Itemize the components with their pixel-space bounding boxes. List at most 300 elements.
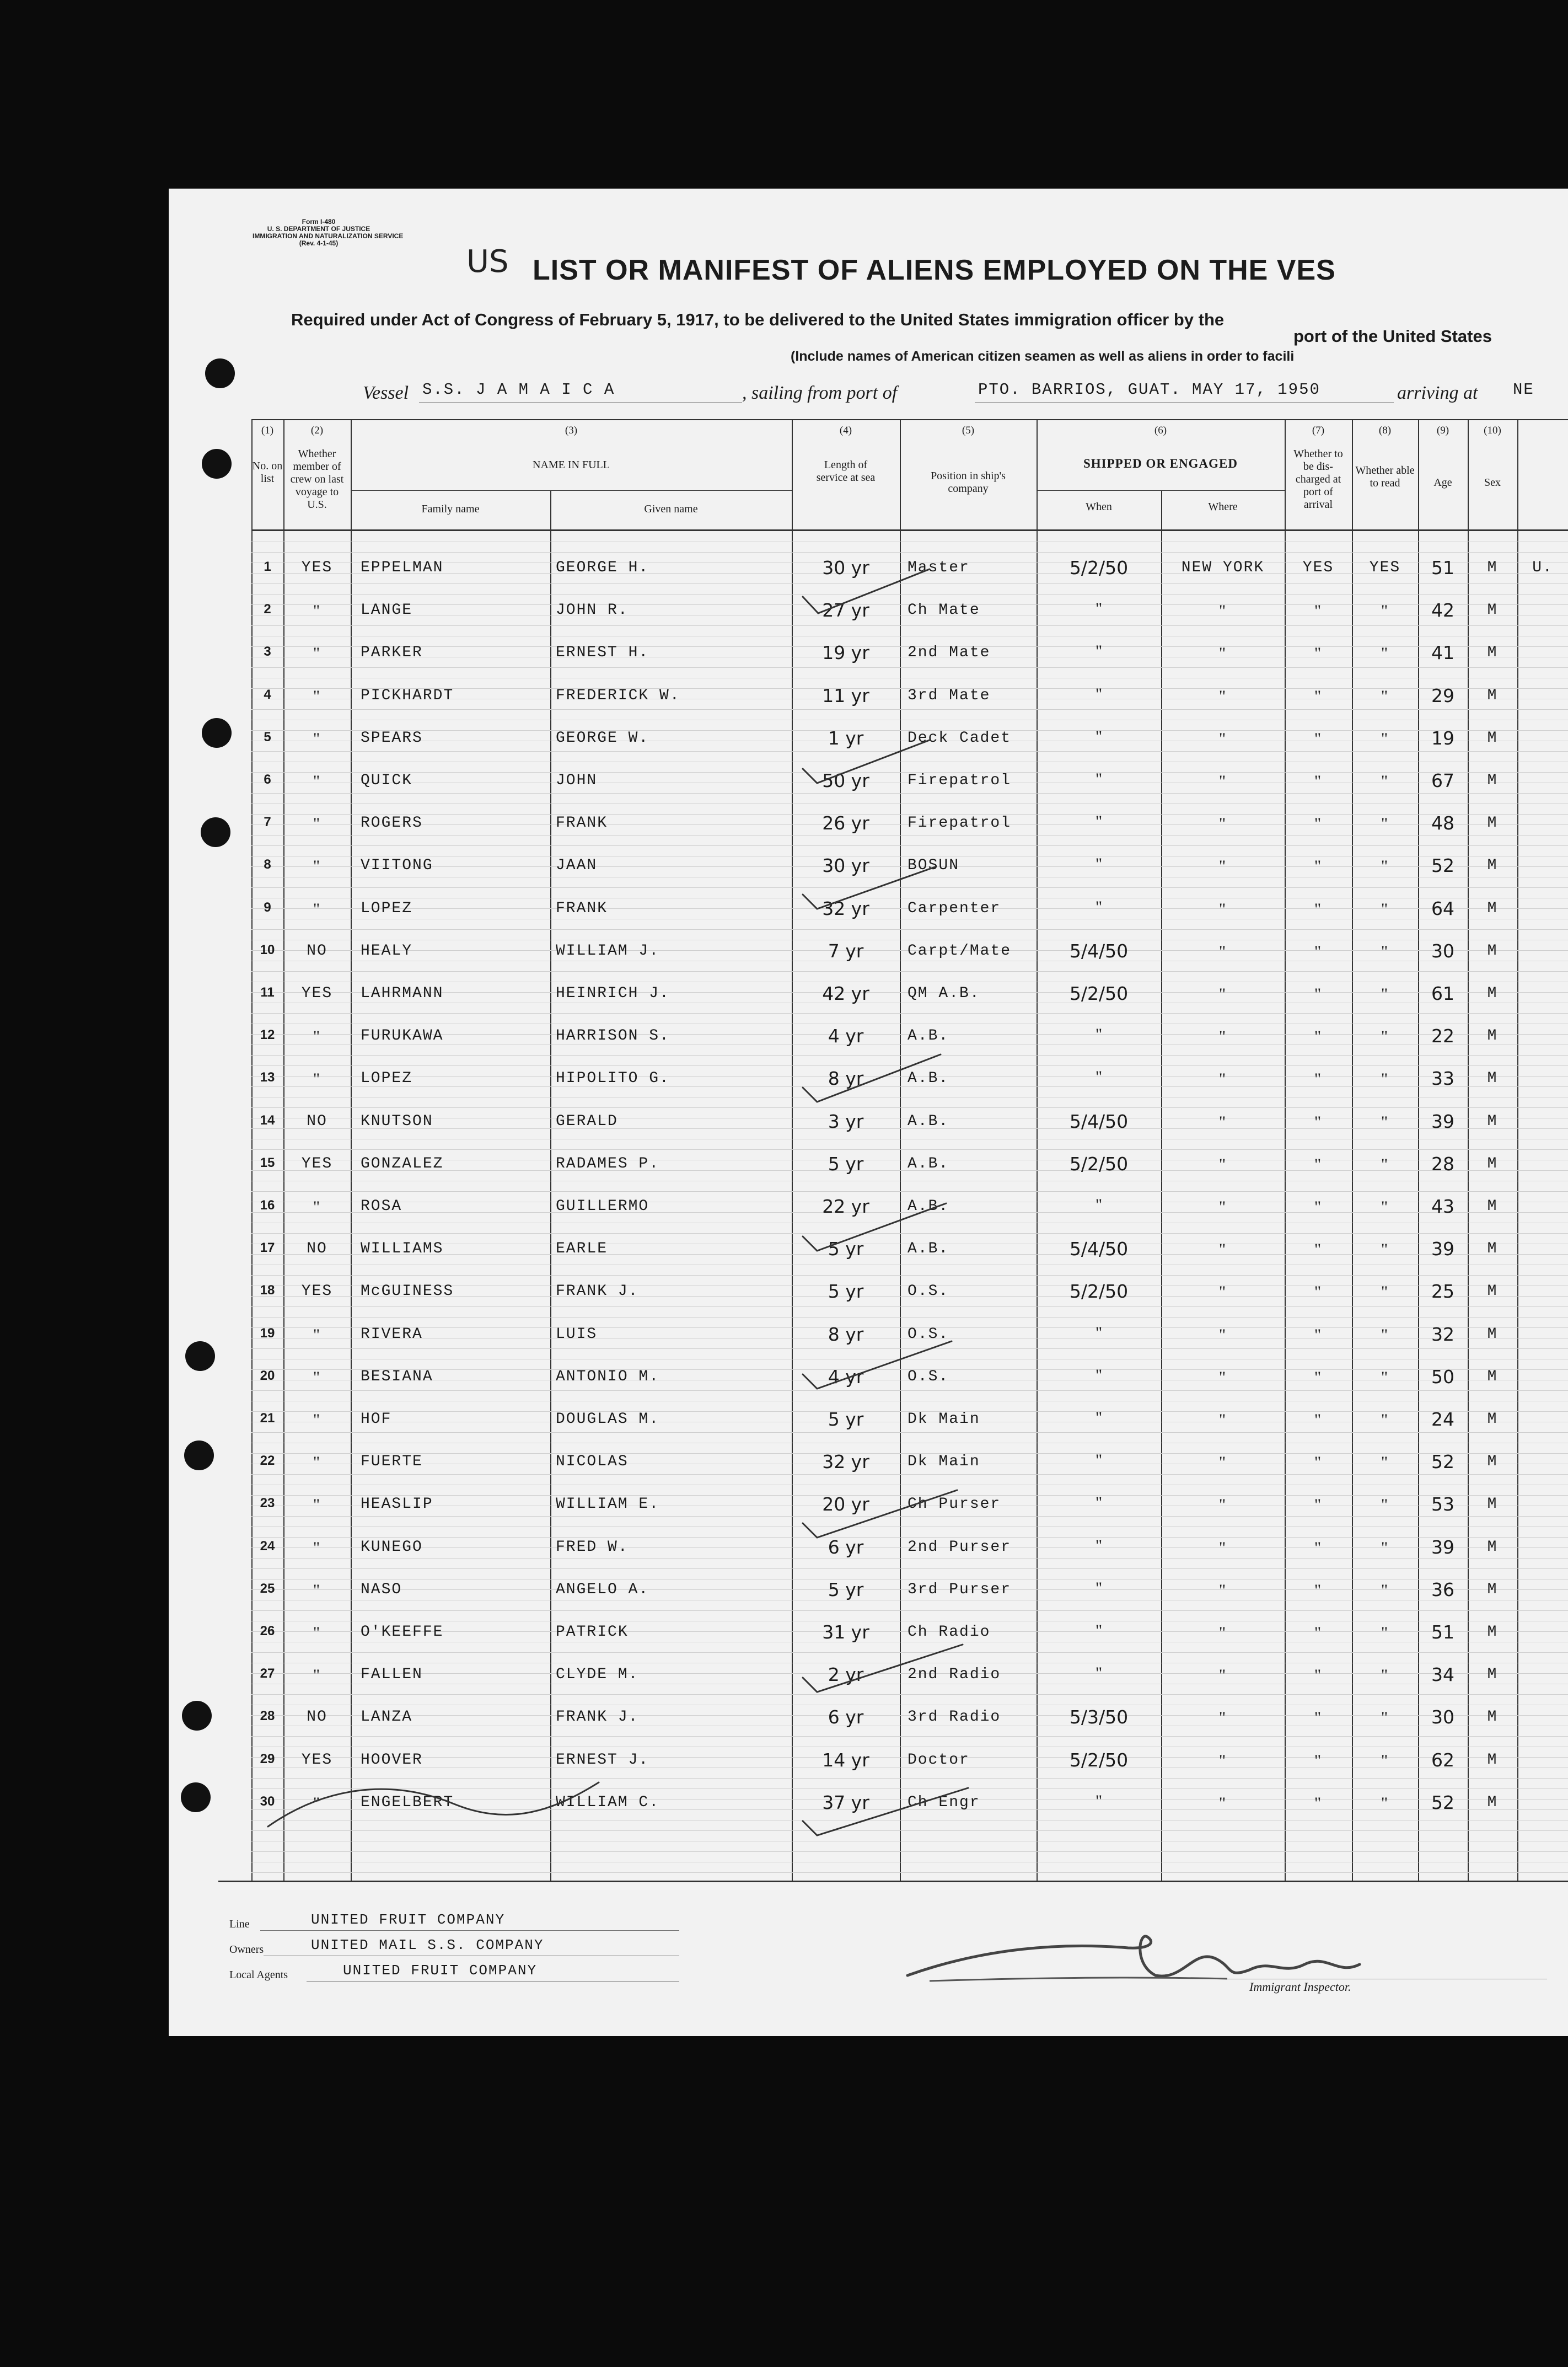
cell-age: 42 [1431,599,1454,622]
cell-service: 14 yr [822,1749,869,1771]
arriving-port: NE [1513,381,1534,399]
cell-sex: M [1487,815,1498,832]
cell-position: A.B. [907,1070,949,1088]
cell-given: GEORGE W. [556,729,649,747]
cell-crew: " [313,602,321,620]
col5-header: Position in ship's company [931,470,1006,495]
cell-crew: " [313,729,321,748]
inspector-label: Immigrant Inspector. [1249,1980,1351,1994]
cell-family: WILLIAMS [361,1240,444,1258]
cell-disch: " [1314,985,1323,1003]
cell-when: 5/4/50 [1069,1110,1129,1132]
cell-crew: " [313,1453,321,1472]
cell-when: 5/2/50 [1069,1281,1129,1303]
cell-service: 50 yr [822,770,869,791]
cell-where: " [1218,1027,1227,1046]
cell-when: 5/2/50 [1069,983,1129,1004]
include-note: (Include names of American citizen seamen as well as aliens in order to facili [791,349,1295,364]
cell-where: " [1218,772,1227,790]
cell-no: 20 [260,1368,275,1383]
cell-sex: M [1487,1368,1498,1385]
cell-read: " [1381,857,1389,876]
cell-where: " [1218,1240,1227,1259]
cell-read: " [1381,1666,1389,1685]
cell-disch: " [1314,1453,1323,1472]
cell-age: 48 [1431,812,1454,834]
cell-age: 62 [1431,1749,1454,1771]
cell-age: 50 [1431,1365,1454,1388]
cell-sex: M [1487,1538,1498,1556]
required-note: Required under Act of Congress of February 5, 1917, to be delivered to the United States immigration officer by the [291,310,1225,329]
cell-family: EPPELMAN [361,559,444,576]
cell-family: PARKER [361,644,423,662]
cell-given: ERNEST H. [556,644,649,662]
cell-no: 21 [260,1411,275,1426]
cell-family: QUICK [361,772,413,789]
cell-crew: " [313,1624,321,1642]
cell-crew: " [313,1793,321,1812]
cell-read: " [1381,1027,1389,1046]
cell-position: 2nd Radio [907,1666,1001,1684]
cell-sex: M [1487,1453,1498,1471]
cell-age: 39 [1431,1110,1454,1132]
cell-family: McGUINESS [361,1283,454,1300]
col3b-header: Given name [644,503,698,515]
cell-read: " [1381,602,1389,620]
cell-given: JOHN [556,772,598,789]
cell-no: 25 [260,1581,275,1596]
cell-where: " [1218,815,1227,833]
cell-family: HEASLIP [361,1496,433,1513]
cell-when: " [1095,1578,1103,1597]
cell-age: 36 [1431,1578,1454,1600]
cell-disch: " [1314,1155,1323,1174]
col4-header: Length of service at sea [816,459,876,484]
cell-no: 2 [264,602,271,617]
cell-given: JAAN [556,857,598,875]
cell-disch: " [1314,1027,1323,1046]
cell-age: 32 [1431,1323,1454,1345]
cell-where: " [1218,985,1227,1003]
cell-read: " [1381,1283,1389,1302]
cell-service: 5 yr [828,1238,864,1260]
cell-age: 64 [1431,897,1454,919]
cell-sex: M [1487,1240,1498,1258]
cell-no: 15 [260,1155,275,1170]
cell-where: " [1218,1155,1227,1174]
cell-disch: " [1314,687,1323,705]
cell-position: O.S. [907,1368,949,1385]
cell-family: KNUTSON [361,1112,433,1130]
cell-read: " [1381,815,1389,833]
cell-no: 29 [260,1751,275,1766]
cell-age: 39 [1431,1238,1454,1260]
cell-no: 27 [260,1666,275,1681]
form-revision: (Rev. 4-1-45) [299,239,339,247]
cell-no: 6 [264,772,271,787]
cell-service: 3 yr [828,1110,864,1132]
cell-where: " [1218,687,1227,705]
cell-position: O.S. [907,1283,949,1300]
cell-no: 5 [264,729,271,745]
cell-position: Deck Cadet [907,729,1012,747]
cell-crew: " [313,1325,321,1344]
cell-when: " [1095,642,1103,661]
cell-service: 30 yr [822,557,869,579]
manifest-page [169,189,1568,2036]
vessel-name: S.S. J A M A I C A [422,381,615,399]
cell-no: 16 [260,1198,275,1213]
cell-service: 1 yr [828,727,864,749]
cell-where: " [1218,1368,1227,1386]
col4-number: (4) [839,425,852,436]
cell-read: " [1381,772,1389,790]
cell-position: A.B. [907,1240,949,1258]
cell-sex: M [1487,1027,1498,1045]
col6-number: (6) [1154,425,1167,436]
cell-disch: " [1314,857,1323,876]
cell-when: " [1095,1493,1103,1512]
cell-where: " [1218,1793,1227,1812]
cell-sex: M [1487,985,1498,1002]
cell-where: " [1218,1411,1227,1429]
cell-given: DOUGLAS M. [556,1411,660,1428]
cell-position: 3rd Radio [907,1709,1001,1726]
cell-family: FALLEN [361,1666,423,1684]
cell-sex: M [1487,1581,1498,1598]
col3a-header: Family name [421,503,480,515]
cell-given: PATRICK [556,1624,629,1641]
cell-where: " [1218,1325,1227,1344]
cell-service: 8 yr [828,1323,864,1345]
cell-read: " [1381,942,1389,961]
handwritten-mark: US [466,244,509,280]
cell-crew: " [313,1496,321,1514]
cell-given: FRANK [556,815,608,832]
cell-disch: " [1314,1538,1323,1557]
cell-no: 10 [260,942,275,957]
cell-sex: M [1487,1411,1498,1428]
cell-where: " [1218,1581,1227,1599]
cell-position: Ch Mate [907,602,980,619]
cell-family: GONZALEZ [361,1155,444,1172]
cell-service: 4 yr [828,1365,864,1388]
cell-given: WILLIAM C. [556,1793,660,1811]
cell-crew: YES [301,985,333,1002]
col10-header: Sex [1484,476,1501,489]
cell-disch: " [1314,1368,1323,1386]
cell-service: 19 yr [822,642,869,664]
footer-agents-value: UNITED FRUIT COMPANY [343,1962,538,1979]
cell-disch: " [1314,1112,1323,1131]
cell-given: JOHN R. [556,602,629,619]
cell-age: 52 [1431,855,1454,877]
cell-no: 14 [260,1112,275,1128]
cell-read: " [1381,1624,1389,1642]
cell-crew: " [313,1027,321,1046]
cell-given: CLYDE M. [556,1666,639,1684]
col9-header: Age [1433,476,1452,489]
cell-family: LOPEZ [361,1070,413,1088]
cell-given: ANGELO A. [556,1581,649,1598]
cell-age: 30 [1431,940,1454,962]
cell-service: 37 yr [822,1791,869,1813]
cell-given: HIPOLITO G. [556,1070,670,1088]
cell-no: 22 [260,1453,275,1469]
cell-disch: " [1314,815,1323,833]
cell-given: FRANK J. [556,1709,639,1726]
cell-age: 53 [1431,1493,1454,1515]
cell-given: RADAMES P. [556,1155,660,1172]
cell-crew: " [313,772,321,790]
cell-sex: M [1487,1496,1498,1513]
cell-given: HEINRICH J. [556,985,670,1002]
cell-family: LAHRMANN [361,985,444,1002]
cell-read: " [1381,1368,1389,1386]
cell-given: LUIS [556,1325,598,1343]
col9-number: (9) [1436,425,1449,436]
col2-number: (2) [310,425,324,436]
cell-position: Firepatrol [907,815,1012,832]
cell-sex: M [1487,1155,1498,1172]
cell-family: HOF [361,1411,392,1428]
cell-position: Ch Purser [907,1496,1001,1513]
cell-given: FRANK J. [556,1283,639,1300]
cell-crew: " [313,899,321,918]
cell-where: " [1218,729,1227,748]
cell-family: ROGERS [361,815,423,832]
cell-sex: M [1487,559,1498,576]
cell-sex: M [1487,687,1498,704]
cell-no: 12 [260,1027,275,1043]
cell-where: " [1218,899,1227,918]
cell-read: " [1381,1793,1389,1812]
cell-disch: " [1314,899,1323,918]
cell-age: 52 [1431,1451,1454,1473]
cell-disch: " [1314,644,1323,663]
cell-family: NASO [361,1581,402,1598]
cell-read: " [1381,1112,1389,1131]
cell-age: 61 [1431,983,1454,1004]
cell-when: " [1095,1025,1103,1044]
cell-disch: " [1314,1751,1323,1770]
cell-extra: U. [1532,559,1553,576]
cell-sex: M [1487,729,1498,747]
cell-no: 17 [260,1240,275,1256]
cell-crew: YES [301,1155,333,1172]
cell-when: " [1095,1196,1103,1214]
cell-where: " [1218,1283,1227,1302]
cell-no: 1 [264,559,271,574]
cell-crew: " [313,1581,321,1599]
cell-family: ENGELBERT [361,1793,454,1811]
cell-read: " [1381,985,1389,1003]
cell-position: Carpenter [907,899,1001,917]
footer-line-value: UNITED FRUIT COMPANY [311,1911,506,1928]
cell-position: 2nd Mate [907,644,991,662]
cell-family: RIVERA [361,1325,423,1343]
cell-where: " [1218,1666,1227,1685]
footer-owners-label: Owners [229,1943,264,1956]
cell-no: 3 [264,644,271,660]
cell-when: " [1095,599,1103,618]
cell-service: 6 yr [828,1706,864,1728]
cell-read: " [1381,687,1389,705]
cell-crew: NO [307,942,327,960]
cell-family: VIITONG [361,857,433,875]
cell-age: 51 [1431,1621,1454,1643]
cell-sex: M [1487,1283,1498,1300]
cell-family: FURUKAWA [361,1027,444,1045]
cell-crew: " [313,857,321,876]
cell-given: FREDERICK W. [556,687,680,704]
cell-service: 5 yr [828,1578,864,1600]
cell-where: " [1218,602,1227,620]
col1-number: (1) [261,425,274,436]
cell-given: EARLE [556,1240,608,1258]
cell-when: 5/2/50 [1069,557,1129,579]
cell-position: A.B. [907,1155,949,1172]
cell-position: Doctor [907,1751,970,1769]
cell-where: " [1218,1709,1227,1727]
cell-given: WILLIAM E. [556,1496,660,1513]
cell-position: A.B. [907,1198,949,1215]
cell-disch: " [1314,1198,1323,1216]
cell-read: " [1381,1070,1389,1089]
cell-read: YES [1369,559,1401,576]
cell-position: A.B. [907,1112,949,1130]
cell-age: 25 [1431,1281,1454,1303]
cell-disch: " [1314,602,1323,620]
cell-where: " [1218,857,1227,876]
cell-age: 30 [1431,1706,1454,1728]
cell-service: 22 yr [822,1196,869,1217]
check-marks [169,189,1568,2036]
cell-where: " [1218,1198,1227,1216]
cell-no: 30 [260,1793,275,1809]
cell-position: Firepatrol [907,772,1012,789]
cell-service: 2 yr [828,1664,864,1686]
cell-given: GUILLERMO [556,1198,649,1215]
cell-disch: " [1314,772,1323,790]
cell-given: NICOLAS [556,1453,629,1471]
cell-when: 5/2/50 [1069,1749,1129,1771]
cell-family: KUNEGO [361,1538,423,1556]
cell-position: QM A.B. [907,985,980,1002]
cell-position: 3rd Mate [907,687,991,704]
cell-crew: " [313,1538,321,1557]
cell-age: 34 [1431,1664,1454,1686]
cell-sex: M [1487,1793,1498,1811]
cell-no: 11 [260,985,275,1000]
cell-read: " [1381,1581,1389,1599]
cell-age: 22 [1431,1025,1454,1047]
col7-number: (7) [1312,425,1325,436]
cell-sex: M [1487,1709,1498,1726]
cell-service: 30 yr [822,855,869,877]
cell-age: 41 [1431,642,1454,664]
cell-service: 20 yr [822,1493,869,1515]
cell-sex: M [1487,1666,1498,1684]
cell-sex: M [1487,1198,1498,1215]
cell-sex: M [1487,1751,1498,1769]
cell-read: " [1381,1240,1389,1259]
cell-when: 5/3/50 [1069,1706,1129,1728]
cell-age: 43 [1431,1196,1454,1217]
cell-position: Carpt/Mate [907,942,1012,960]
cell-no: 8 [264,857,271,872]
cell-when: " [1095,812,1103,831]
col6-header: SHIPPED OR ENGAGED [1083,457,1238,470]
cell-read: " [1381,1751,1389,1770]
cell-age: 51 [1431,557,1454,579]
cell-no: 9 [264,899,271,915]
cell-disch: " [1314,942,1323,961]
col2-header: Whether member of crew on last voyage to U.S. [290,448,344,511]
cell-crew: " [313,1666,321,1685]
cell-disch: " [1314,1070,1323,1089]
cell-disch: " [1314,1793,1323,1812]
cell-position: BOSUN [907,857,960,875]
cell-where: " [1218,942,1227,961]
cell-when: " [1095,1068,1103,1086]
cell-where: " [1218,1112,1227,1131]
cell-service: 7 yr [828,940,864,962]
cell-given: FRANK [556,899,608,917]
cell-given: WILLIAM J. [556,942,660,960]
cell-age: 33 [1431,1068,1454,1090]
cell-service: 8 yr [828,1068,864,1090]
cell-when: " [1095,1409,1103,1427]
cell-given: FRED W. [556,1538,629,1556]
cell-no: 7 [264,815,271,830]
cell-no: 13 [260,1070,275,1085]
cell-service: 11 yr [822,684,869,706]
cell-where: " [1218,1070,1227,1089]
cell-when: " [1095,727,1103,746]
cell-crew: NO [307,1112,327,1130]
cell-where: " [1218,1496,1227,1514]
sailing-port: PTO. BARRIOS, GUAT. MAY 17, 1950 [978,381,1320,399]
cell-service: 27 yr [822,599,869,622]
cell-when: " [1095,1451,1103,1470]
cell-when: " [1095,770,1103,788]
cell-service: 5 yr [828,1409,864,1430]
col3-header: NAME IN FULL [533,459,610,471]
cell-where: NEW YORK [1181,559,1265,576]
cell-when: " [1095,1323,1103,1342]
cell-where: " [1218,1453,1227,1472]
cell-crew: " [313,644,321,663]
cell-disch: " [1314,1283,1323,1302]
cell-family: O'KEEFFE [361,1624,444,1641]
cell-crew: YES [301,1751,333,1769]
col1-header: No. on list [252,460,283,485]
cell-age: 52 [1431,1791,1454,1813]
footer-agents-label: Local Agents [229,1969,288,1981]
cell-read: " [1381,1411,1389,1429]
col7-header: Whether to be dis- charged at port of arrival [1293,448,1343,511]
cell-age: 39 [1431,1536,1454,1558]
cell-when: " [1095,855,1103,874]
cell-crew: " [313,1368,321,1386]
cell-position: Ch Radio [907,1624,991,1641]
cell-disch: " [1314,1325,1323,1344]
cell-crew: " [313,815,321,833]
cell-disch: " [1314,1240,1323,1259]
cell-age: 24 [1431,1409,1454,1430]
cell-family: LANGE [361,602,413,619]
